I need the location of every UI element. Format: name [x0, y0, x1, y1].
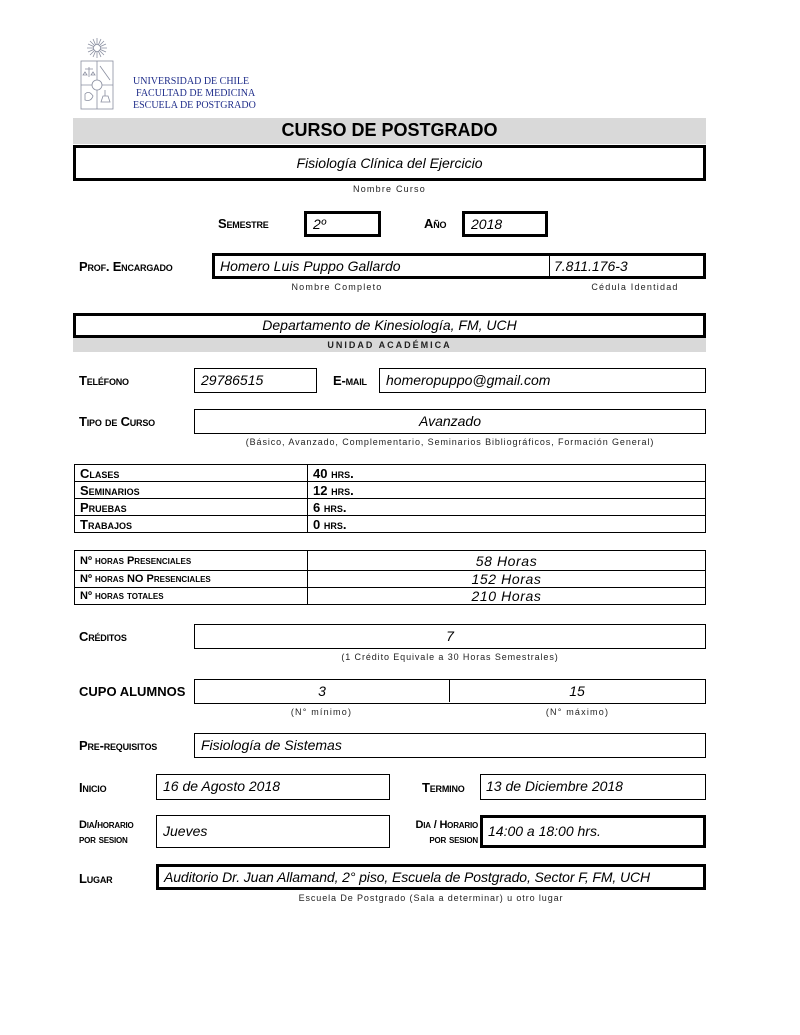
seal-icon: [80, 36, 128, 112]
session-day-label-line1: Dia/horario: [79, 819, 134, 831]
session-time-label-line1: Dia / Horario: [415, 819, 478, 831]
institution-name: [133, 76, 256, 112]
credits-field[interactable]: 7: [194, 624, 706, 649]
capacity-min-hint: (N° mínimo): [290, 707, 353, 717]
course-type-field[interactable]: Avanzado: [194, 409, 706, 434]
table-row: [75, 571, 706, 588]
hours-label-seminarios: Seminarios: [75, 482, 308, 499]
phone-label: Teléfono: [79, 373, 129, 388]
year-label: Año: [424, 216, 447, 231]
academic-unit-field[interactable]: Departamento de Kinesiología, FM, UCH: [73, 313, 706, 338]
capacity-max-field[interactable]: 15: [569, 683, 585, 699]
hours-label-trabajos: Trabajos: [75, 516, 308, 533]
hours-label-pruebas: Pruebas: [75, 499, 308, 516]
table-row: [75, 588, 706, 605]
hours-breakdown-table: [74, 464, 706, 533]
credits-hint: (1 Crédito Equivale a 30 Horas Semestrales): [341, 652, 559, 662]
page-title: CURSO DE POSTGRADO: [73, 118, 706, 144]
professor-row: [212, 253, 706, 279]
capacity-min-field[interactable]: 3: [195, 680, 450, 702]
session-time-label-line2: por sesion: [429, 834, 478, 846]
institution-line-faculty: FACULTAD DE MEDICINA: [136, 88, 256, 99]
course-name-hint: Nombre Curso: [353, 184, 426, 194]
year-field[interactable]: 2018: [462, 211, 548, 237]
university-seal-logo: [80, 36, 128, 112]
semester-label: Semestre: [218, 216, 269, 231]
professor-id-hint: Cédula Identidad: [591, 282, 679, 292]
session-day-label-line2: por sesion: [79, 834, 128, 846]
course-type-label: Tipo de Curso: [79, 414, 155, 429]
prerequisites-field[interactable]: Fisiología de Sistemas: [194, 733, 706, 758]
place-field[interactable]: Auditorio Dr. Juan Allamand, 2° piso, Escuela de Postgrado, Sector F, FM, UCH: [156, 864, 706, 890]
table-row: [75, 482, 706, 499]
hours-value-clases[interactable]: 40 hrs.: [308, 465, 706, 482]
session-time-label: [392, 818, 478, 848]
end-label: Termino: [422, 780, 465, 795]
end-date-field[interactable]: 13 de Diciembre 2018: [480, 774, 706, 800]
professor-label: Prof. Encargado: [79, 259, 173, 274]
capacity-label: CUPO ALUMNOS: [79, 684, 186, 699]
credits-label: Créditos: [79, 629, 127, 644]
semester-field[interactable]: 2º: [304, 211, 381, 237]
hours-value-trabajos[interactable]: 0 hrs.: [308, 516, 706, 533]
hours-totals-table: [74, 550, 706, 605]
total-value-presenciales[interactable]: 58 Horas: [308, 551, 706, 571]
start-label: Inicio: [79, 780, 107, 795]
prerequisites-label: Pre-requisitos: [79, 738, 158, 753]
start-date-field[interactable]: 16 de Agosto 2018: [156, 774, 390, 800]
session-day-field[interactable]: Jueves: [156, 815, 390, 848]
institution-line-school: ESCUELA DE POSTGRADO: [133, 100, 256, 111]
professor-name-field[interactable]: Homero Luis Puppo Gallardo: [215, 256, 550, 276]
total-label-presenciales: Nº horas Presenciales: [75, 551, 308, 571]
place-label: Lugar: [79, 871, 113, 886]
place-hint: Escuela De Postgrado (Sala a determinar) u otro lugar: [298, 893, 564, 903]
capacity-max-hint: (N° máximo): [545, 707, 610, 717]
hours-label-clases: Clases: [75, 465, 308, 482]
table-row: [75, 465, 706, 482]
capacity-row: [194, 679, 706, 704]
email-field[interactable]: homeropuppo@gmail.com: [379, 368, 706, 393]
professor-name-hint: Nombre Completo: [291, 282, 383, 292]
phone-field[interactable]: 29786515: [194, 368, 317, 393]
session-time-field[interactable]: 14:00 a 18:00 hrs.: [480, 815, 706, 848]
email-label: E-mail: [333, 373, 367, 388]
professor-id-field[interactable]: 7.811.176-3: [554, 258, 628, 274]
total-value-no-presenciales[interactable]: 152 Horas: [308, 571, 706, 588]
table-row: [75, 516, 706, 533]
hours-value-seminarios[interactable]: 12 hrs.: [308, 482, 706, 499]
total-label-no-presenciales: Nº horas NO Presenciales: [75, 571, 308, 588]
institution-line-university: UNIVERSIDAD DE CHILE: [133, 76, 250, 87]
table-row: [75, 551, 706, 571]
session-day-label: [79, 818, 134, 848]
table-row: [75, 499, 706, 516]
course-type-hint: (Básico, Avanzado, Complementario, Seminarios Bibliográficos, Formación General): [245, 437, 655, 447]
academic-unit-label: UNIDAD ACADÉMICA: [73, 338, 706, 352]
total-label-totales: Nº horas totales: [75, 588, 308, 605]
total-value-totales[interactable]: 210 Horas: [308, 588, 706, 605]
course-name-field[interactable]: Fisiología Clínica del Ejercicio: [73, 145, 706, 181]
hours-value-pruebas[interactable]: 6 hrs.: [308, 499, 706, 516]
